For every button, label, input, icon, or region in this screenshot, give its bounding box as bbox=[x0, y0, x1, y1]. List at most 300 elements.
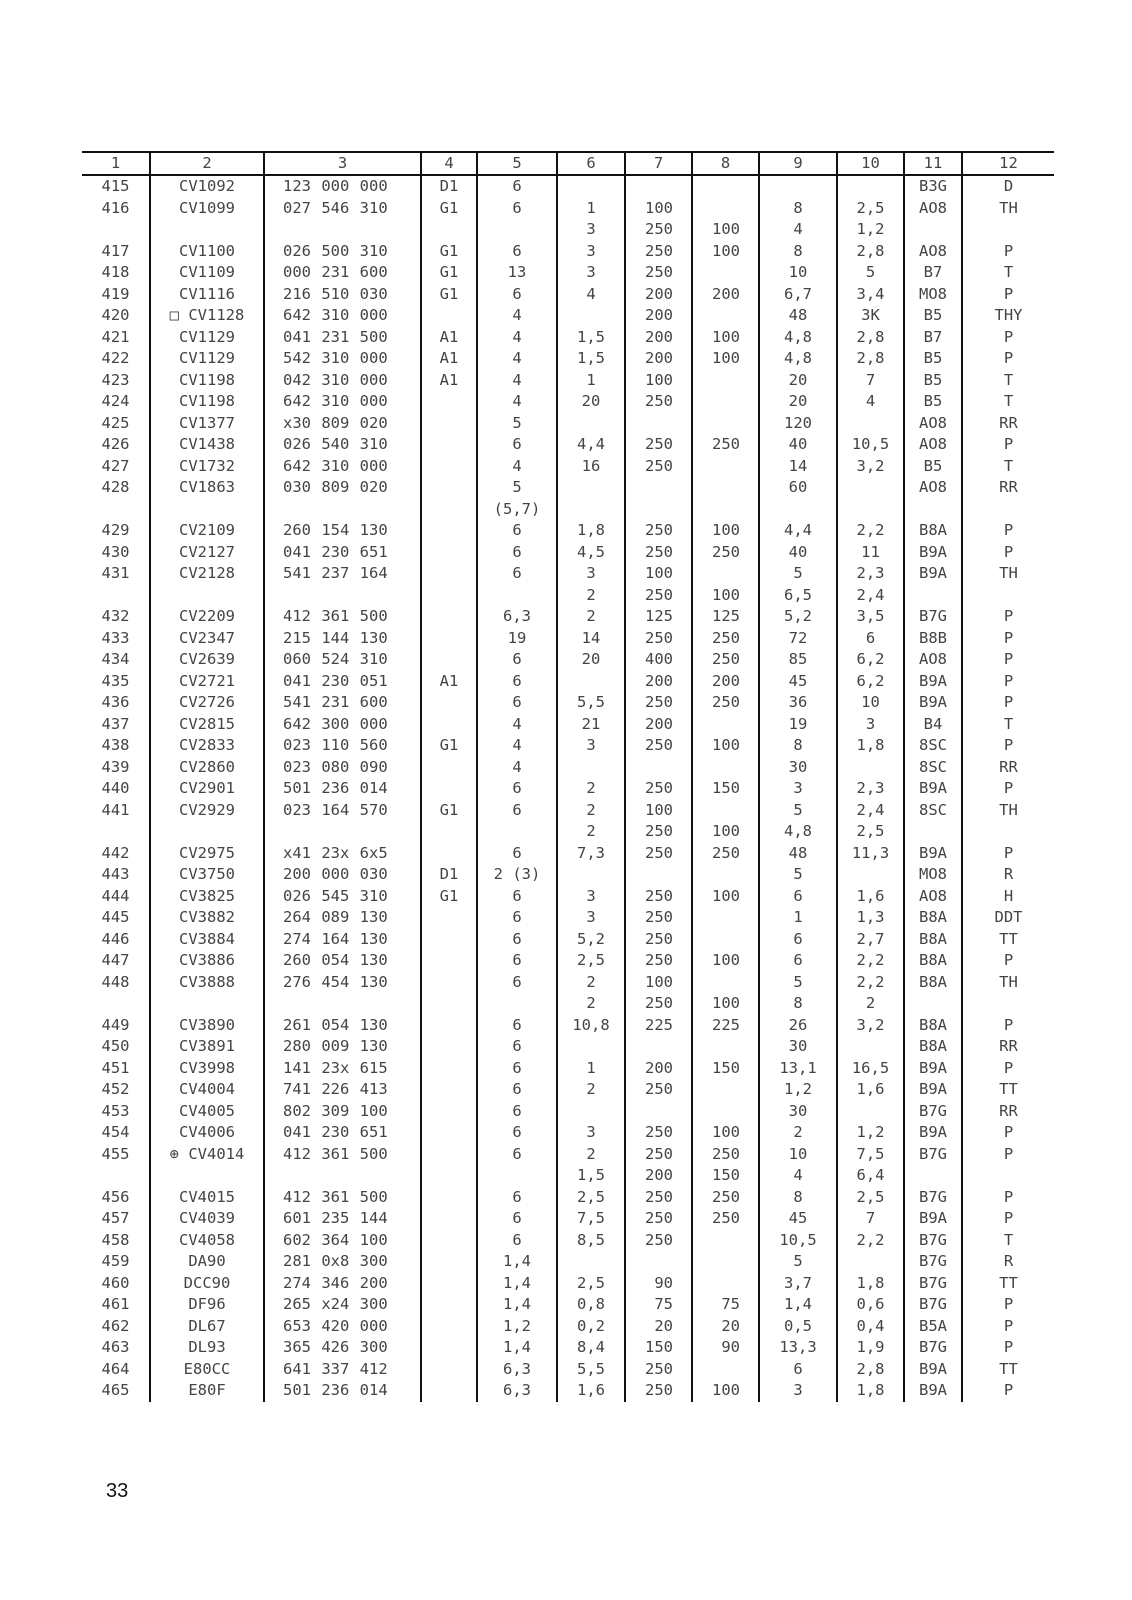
table-cell-col-2 bbox=[150, 1165, 264, 1187]
table-cell-col-9: 10 bbox=[759, 1144, 837, 1166]
table-cell-col-8: 250 bbox=[692, 542, 759, 564]
table-cell-col-10: 0,4 bbox=[837, 1316, 904, 1338]
table-cell-col-2 bbox=[150, 499, 264, 521]
table-cell-col-10 bbox=[837, 175, 904, 198]
table-cell-col-1: 451 bbox=[101, 1058, 130, 1077]
table-row bbox=[82, 800, 1054, 822]
table-cell-col-12: T bbox=[962, 262, 1054, 284]
table-cell-col-11: AO8 bbox=[904, 477, 962, 499]
table-cell-col-12: P bbox=[962, 348, 1054, 370]
table-cell-col-12: P bbox=[962, 735, 1054, 757]
table-cell-col-9: 30 bbox=[759, 1036, 837, 1058]
table-cell-col-5: 6 bbox=[477, 671, 557, 693]
table-cell-col-5: 6 bbox=[477, 1058, 557, 1080]
table-cell-col-11: B8A bbox=[904, 1015, 962, 1037]
table-cell-col-11: B8A bbox=[904, 929, 962, 951]
table-cell-col-2: CV4006 bbox=[150, 1122, 264, 1144]
table-cell-col-10: 2,2 bbox=[837, 972, 904, 994]
table-cell-col-12: P bbox=[962, 778, 1054, 800]
table-cell-col-2: CV1732 bbox=[150, 456, 264, 478]
table-cell-col-12: P bbox=[962, 692, 1054, 714]
table-cell-col-5: 6,3 bbox=[477, 1380, 557, 1402]
table-cell-col-11 bbox=[904, 219, 962, 241]
table-row bbox=[82, 864, 1054, 886]
table-cell-col-6: 20 bbox=[557, 649, 625, 671]
table-cell-col-2: CV2815 bbox=[150, 714, 264, 736]
table-cell-col-2: CV2209 bbox=[150, 606, 264, 628]
table-cell-col-8 bbox=[692, 262, 759, 284]
table-cell-col-10: 2,4 bbox=[837, 800, 904, 822]
table-cell-col-10: 1,6 bbox=[837, 1079, 904, 1101]
table-cell-col-4 bbox=[421, 950, 477, 972]
table-cell-col-5: 6 bbox=[477, 886, 557, 908]
table-cell-col-4 bbox=[421, 929, 477, 951]
table-cell-col-3 bbox=[264, 821, 421, 843]
table-cell-col-5 bbox=[477, 585, 557, 607]
table-cell-col-6: 1,5 bbox=[557, 327, 625, 349]
table-cell-col-10: 1,2 bbox=[837, 1122, 904, 1144]
table-cell-col-9: 1 bbox=[759, 907, 837, 929]
table-cell-col-10 bbox=[837, 757, 904, 779]
table-cell-col-2: CV3825 bbox=[150, 886, 264, 908]
table-cell-col-3: 041 230 051 bbox=[264, 671, 421, 693]
table-cell-col-6: 5,2 bbox=[557, 929, 625, 951]
table-cell-col-3: 501 236 014 bbox=[264, 1380, 421, 1402]
table-cell-col-3: 541 231 600 bbox=[264, 692, 421, 714]
table-cell-col-8: 100 bbox=[692, 886, 759, 908]
table-row bbox=[82, 950, 1054, 972]
table-cell-col-7 bbox=[625, 499, 692, 521]
table-row bbox=[82, 1165, 1054, 1187]
table-cell-col-7: 100 bbox=[625, 198, 692, 220]
table-cell-col-12: TH bbox=[962, 800, 1054, 822]
table-cell-col-9: 3 bbox=[759, 778, 837, 800]
table-cell-col-12: RR bbox=[962, 1036, 1054, 1058]
table-cell-col-1: 436 bbox=[101, 693, 130, 711]
table-cell-col-8 bbox=[692, 477, 759, 499]
table-cell-col-5: 6,3 bbox=[477, 1359, 557, 1381]
table-cell-col-8 bbox=[692, 757, 759, 779]
table-cell-col-12: P bbox=[962, 327, 1054, 349]
table-cell-col-6 bbox=[557, 305, 625, 327]
table-cell-col-11: B5 bbox=[904, 456, 962, 478]
table-row bbox=[82, 1208, 1054, 1230]
table-cell-col-9: 19 bbox=[759, 714, 837, 736]
table-cell-col-1: 462 bbox=[101, 1316, 130, 1335]
table-cell-col-11: B7G bbox=[904, 1101, 962, 1123]
table-cell-col-5: 6 bbox=[477, 1101, 557, 1123]
table-cell-col-11: B3G bbox=[904, 175, 962, 198]
table-cell-col-6: 3 bbox=[557, 907, 625, 929]
table-cell-col-10: 10 bbox=[837, 692, 904, 714]
table-cell-col-1: 449 bbox=[101, 1015, 130, 1034]
table-cell-col-3: 274 346 200 bbox=[264, 1273, 421, 1295]
table-cell-col-6: 4,4 bbox=[557, 434, 625, 456]
table-cell-col-6: 2 bbox=[557, 800, 625, 822]
table-cell-col-9: 26 bbox=[759, 1015, 837, 1037]
table-cell-col-4 bbox=[421, 1079, 477, 1101]
table-cell-col-3: 264 089 130 bbox=[264, 907, 421, 929]
table-cell-col-4 bbox=[421, 1316, 477, 1338]
table-cell-col-6: 3 bbox=[557, 563, 625, 585]
table-row bbox=[82, 175, 1054, 198]
table-cell-col-5: 6 bbox=[477, 778, 557, 800]
table-cell-col-11: B8A bbox=[904, 520, 962, 542]
table-cell-col-3: 030 809 020 bbox=[264, 477, 421, 499]
table-cell-col-10: 3,2 bbox=[837, 1015, 904, 1037]
table-cell-col-7: 200 bbox=[625, 348, 692, 370]
table-row bbox=[82, 585, 1054, 607]
table-cell-col-8 bbox=[692, 563, 759, 585]
table-cell-col-8: 100 bbox=[692, 327, 759, 349]
table-cell-col-7: 20 bbox=[625, 1316, 692, 1338]
table-cell-col-4 bbox=[421, 1165, 477, 1187]
table-cell-col-6: 14 bbox=[557, 628, 625, 650]
table-cell-col-1: 448 bbox=[101, 972, 130, 991]
table-cell-col-5: 6 bbox=[477, 1208, 557, 1230]
table-cell-col-9: 48 bbox=[759, 843, 837, 865]
table-cell-col-6 bbox=[557, 499, 625, 521]
table-row bbox=[82, 1058, 1054, 1080]
table-cell-col-1: 433 bbox=[101, 628, 130, 647]
table-cell-col-7: 250 bbox=[625, 1122, 692, 1144]
table-cell-col-9: 5 bbox=[759, 864, 837, 886]
table-cell-col-4 bbox=[421, 1036, 477, 1058]
table-cell-col-9: 0,5 bbox=[759, 1316, 837, 1338]
table-cell-col-5: 4 bbox=[477, 391, 557, 413]
table-cell-col-4 bbox=[421, 1359, 477, 1381]
table-cell-col-10: 2,2 bbox=[837, 950, 904, 972]
table-cell-col-11: B5 bbox=[904, 370, 962, 392]
table-cell-col-10: 0,6 bbox=[837, 1294, 904, 1316]
table-cell-col-4 bbox=[421, 778, 477, 800]
table-cell-col-8 bbox=[692, 370, 759, 392]
table-cell-col-11: AO8 bbox=[904, 241, 962, 263]
table-cell-col-5: 6 bbox=[477, 434, 557, 456]
table-cell-col-7: 200 bbox=[625, 305, 692, 327]
table-cell-col-6: 3 bbox=[557, 886, 625, 908]
table-cell-col-8: 100 bbox=[692, 1122, 759, 1144]
table-cell-col-4 bbox=[421, 907, 477, 929]
table-cell-col-11: B5 bbox=[904, 391, 962, 413]
table-cell-col-11: MO8 bbox=[904, 284, 962, 306]
table-cell-col-8: 75 bbox=[692, 1294, 759, 1316]
table-cell-col-11: B7G bbox=[904, 1273, 962, 1295]
table-cell-col-10: 2,5 bbox=[837, 821, 904, 843]
table-cell-col-12 bbox=[962, 993, 1054, 1015]
table-cell-col-9: 10,5 bbox=[759, 1230, 837, 1252]
table-cell-col-8: 20 bbox=[692, 1316, 759, 1338]
table-cell-col-4: D1 bbox=[421, 175, 477, 198]
table-cell-col-10: 1,6 bbox=[837, 886, 904, 908]
table-cell-col-11: B7 bbox=[904, 327, 962, 349]
table-cell-col-7: 75 bbox=[625, 1294, 692, 1316]
column-header-9: 9 bbox=[759, 152, 837, 175]
table-cell-col-4 bbox=[421, 692, 477, 714]
table-cell-col-9: 45 bbox=[759, 1208, 837, 1230]
table-cell-col-5: (5,7) bbox=[477, 499, 557, 521]
table-cell-col-6: 2 bbox=[557, 1079, 625, 1101]
table-cell-col-8 bbox=[692, 499, 759, 521]
table-cell-col-4 bbox=[421, 972, 477, 994]
table-cell-col-7: 250 bbox=[625, 520, 692, 542]
table-cell-col-6 bbox=[557, 757, 625, 779]
table-cell-col-6: 1 bbox=[557, 370, 625, 392]
table-cell-col-12: T bbox=[962, 370, 1054, 392]
table-cell-col-3: 601 235 144 bbox=[264, 1208, 421, 1230]
table-cell-col-2: CV3891 bbox=[150, 1036, 264, 1058]
table-cell-col-11: B5 bbox=[904, 348, 962, 370]
table-cell-col-3: 041 230 651 bbox=[264, 1122, 421, 1144]
table-cell-col-4 bbox=[421, 993, 477, 1015]
table-cell-col-4: A1 bbox=[421, 671, 477, 693]
table-cell-col-7 bbox=[625, 1036, 692, 1058]
table-cell-col-12: P bbox=[962, 671, 1054, 693]
table-cell-col-8: 100 bbox=[692, 950, 759, 972]
table-cell-col-12: P bbox=[962, 1058, 1054, 1080]
table-cell-col-10: 2,2 bbox=[837, 1230, 904, 1252]
table-cell-col-7: 250 bbox=[625, 778, 692, 800]
table-cell-col-6: 8,4 bbox=[557, 1337, 625, 1359]
table-cell-col-10 bbox=[837, 477, 904, 499]
table-cell-col-11: B9A bbox=[904, 1122, 962, 1144]
table-cell-col-1: 417 bbox=[101, 241, 130, 260]
table-cell-col-12: P bbox=[962, 1144, 1054, 1166]
table-cell-col-10: 3,2 bbox=[837, 456, 904, 478]
table-cell-col-5: 6 bbox=[477, 1122, 557, 1144]
table-cell-col-4 bbox=[421, 1337, 477, 1359]
table-cell-col-4 bbox=[421, 477, 477, 499]
table-cell-col-8 bbox=[692, 413, 759, 435]
table-cell-col-7: 225 bbox=[625, 1015, 692, 1037]
table-row bbox=[82, 886, 1054, 908]
table-cell-col-10: 1,8 bbox=[837, 735, 904, 757]
table-cell-col-7: 150 bbox=[625, 1337, 692, 1359]
table-cell-col-1: 435 bbox=[101, 671, 130, 690]
table-cell-col-7: 250 bbox=[625, 929, 692, 951]
table-cell-col-2: CV1109 bbox=[150, 262, 264, 284]
table-cell-col-10: 3 bbox=[837, 714, 904, 736]
table-cell-col-8: 100 bbox=[692, 993, 759, 1015]
table-cell-col-2: CV2128 bbox=[150, 563, 264, 585]
header-row bbox=[82, 152, 1054, 175]
table-cell-col-7: 90 bbox=[625, 1273, 692, 1295]
table-cell-col-3: 060 524 310 bbox=[264, 649, 421, 671]
table-cell-col-9: 5 bbox=[759, 1251, 837, 1273]
table-cell-col-7 bbox=[625, 864, 692, 886]
table-cell-col-5: 6 bbox=[477, 284, 557, 306]
table-cell-col-7: 200 bbox=[625, 714, 692, 736]
table-cell-col-12: RR bbox=[962, 757, 1054, 779]
table-cell-col-8 bbox=[692, 305, 759, 327]
table-cell-col-11: AO8 bbox=[904, 649, 962, 671]
table-cell-col-11: B9A bbox=[904, 542, 962, 564]
table-cell-col-10: 1,3 bbox=[837, 907, 904, 929]
column-header-3: 3 bbox=[264, 152, 421, 175]
table-cell-col-7: 250 bbox=[625, 692, 692, 714]
table-cell-col-12 bbox=[962, 821, 1054, 843]
table-cell-col-1: 434 bbox=[101, 650, 130, 668]
table-cell-col-4: G1 bbox=[421, 800, 477, 822]
table-cell-col-7: 200 bbox=[625, 1058, 692, 1080]
table-cell-col-8 bbox=[692, 972, 759, 994]
table-cell-col-4 bbox=[421, 1230, 477, 1252]
table-cell-col-8 bbox=[692, 391, 759, 413]
table-cell-col-3: 412 361 500 bbox=[264, 1144, 421, 1166]
table-cell-col-7 bbox=[625, 477, 692, 499]
table-cell-col-1 bbox=[82, 219, 150, 241]
table-cell-col-5: 5 bbox=[477, 413, 557, 435]
table-cell-col-6 bbox=[557, 1251, 625, 1273]
table-row bbox=[82, 241, 1054, 263]
table-cell-col-2: CV4005 bbox=[150, 1101, 264, 1123]
table-cell-col-1: 427 bbox=[101, 456, 130, 475]
table-cell-col-1: 455 bbox=[101, 1144, 130, 1163]
table-cell-col-5: 6 bbox=[477, 1015, 557, 1037]
table-cell-col-8: 100 bbox=[692, 735, 759, 757]
table-cell-col-4 bbox=[421, 1058, 477, 1080]
table-cell-col-2: CV1198 bbox=[150, 370, 264, 392]
table-cell-col-5: 13 bbox=[477, 262, 557, 284]
table-cell-col-1: 446 bbox=[101, 929, 130, 948]
table-cell-col-7: 250 bbox=[625, 585, 692, 607]
table-cell-col-11: B8A bbox=[904, 907, 962, 929]
table-cell-col-6: 16 bbox=[557, 456, 625, 478]
table-cell-col-4: G1 bbox=[421, 262, 477, 284]
table-cell-col-5: 4 bbox=[477, 348, 557, 370]
table-cell-col-3: 642 310 000 bbox=[264, 391, 421, 413]
column-header-8: 8 bbox=[692, 152, 759, 175]
table-cell-col-12: T bbox=[962, 1230, 1054, 1252]
table-cell-col-8 bbox=[692, 907, 759, 929]
table-cell-col-10: 2,5 bbox=[837, 198, 904, 220]
table-cell-col-6: 3 bbox=[557, 219, 625, 241]
table-cell-col-12: P bbox=[962, 1208, 1054, 1230]
table-cell-col-1: 438 bbox=[101, 736, 130, 754]
table-cell-col-12: RR bbox=[962, 477, 1054, 499]
table-cell-col-11: B9A bbox=[904, 1380, 962, 1402]
table-cell-col-7: 200 bbox=[625, 284, 692, 306]
table-cell-col-1: 439 bbox=[101, 757, 130, 776]
table-cell-col-6: 3 bbox=[557, 735, 625, 757]
table-cell-col-11: B7G bbox=[904, 1144, 962, 1166]
table-cell-col-10: 2,7 bbox=[837, 929, 904, 951]
table-cell-col-5: 4 bbox=[477, 757, 557, 779]
table-cell-col-2: CV2726 bbox=[150, 692, 264, 714]
table-cell-col-11: AO8 bbox=[904, 434, 962, 456]
table-cell-col-9: 40 bbox=[759, 434, 837, 456]
table-cell-col-12: TH bbox=[962, 563, 1054, 585]
table-cell-col-8: 200 bbox=[692, 671, 759, 693]
table-cell-col-11: B9A bbox=[904, 843, 962, 865]
table-cell-col-12: P bbox=[962, 1122, 1054, 1144]
table-cell-col-10 bbox=[837, 413, 904, 435]
table-cell-col-1: 437 bbox=[101, 714, 130, 733]
table-cell-col-4 bbox=[421, 520, 477, 542]
table-cell-col-1: 465 bbox=[101, 1381, 130, 1399]
table-cell-col-11: 8SC bbox=[904, 735, 962, 757]
table-cell-col-4 bbox=[421, 649, 477, 671]
table-cell-col-8 bbox=[692, 800, 759, 822]
table-cell-col-8 bbox=[692, 864, 759, 886]
table-cell-col-10 bbox=[837, 1101, 904, 1123]
table-cell-col-1: 459 bbox=[101, 1252, 130, 1270]
table-cell-col-2: E80F bbox=[150, 1380, 264, 1402]
table-row bbox=[82, 499, 1054, 521]
table-cell-col-2: CV3888 bbox=[150, 972, 264, 994]
table-cell-col-1: 423 bbox=[101, 370, 130, 389]
table-cell-col-12: R bbox=[962, 1251, 1054, 1273]
table-cell-col-8 bbox=[692, 1251, 759, 1273]
table-cell-col-9: 8 bbox=[759, 735, 837, 757]
table-cell-col-9: 48 bbox=[759, 305, 837, 327]
table-cell-col-12: P bbox=[962, 950, 1054, 972]
table-cell-col-9: 6,5 bbox=[759, 585, 837, 607]
table-cell-col-10: 2,8 bbox=[837, 1359, 904, 1381]
table-cell-col-5: 4 bbox=[477, 456, 557, 478]
table-cell-col-3: 281 0x8 300 bbox=[264, 1251, 421, 1273]
table-cell-col-11: B9A bbox=[904, 1208, 962, 1230]
table-cell-col-9: 14 bbox=[759, 456, 837, 478]
table-cell-col-7: 250 bbox=[625, 886, 692, 908]
table-cell-col-9: 4,8 bbox=[759, 348, 837, 370]
table-cell-col-7: 250 bbox=[625, 1359, 692, 1381]
table-cell-col-10: 2,8 bbox=[837, 241, 904, 263]
table-row bbox=[82, 606, 1054, 628]
table-cell-col-12: P bbox=[962, 1015, 1054, 1037]
table-cell-col-2: CV4004 bbox=[150, 1079, 264, 1101]
table-cell-col-3 bbox=[264, 219, 421, 241]
table-cell-col-6: 2 bbox=[557, 972, 625, 994]
table-cell-col-4 bbox=[421, 1294, 477, 1316]
table-cell-col-11: B9A bbox=[904, 1359, 962, 1381]
table-row bbox=[82, 671, 1054, 693]
table-cell-col-11 bbox=[904, 1165, 962, 1187]
table-cell-col-6: 3 bbox=[557, 241, 625, 263]
table-cell-col-7: 250 bbox=[625, 907, 692, 929]
table-cell-col-5 bbox=[477, 219, 557, 241]
table-cell-col-5: 4 bbox=[477, 370, 557, 392]
table-cell-col-1: 428 bbox=[101, 478, 130, 496]
table-cell-col-2: CV1863 bbox=[150, 477, 264, 499]
table-cell-col-2: CV3882 bbox=[150, 907, 264, 929]
table-cell-col-12: P bbox=[962, 1187, 1054, 1209]
table-cell-col-4 bbox=[421, 1380, 477, 1402]
table-cell-col-3: 026 500 310 bbox=[264, 241, 421, 263]
table-cell-col-9: 13,3 bbox=[759, 1337, 837, 1359]
table-cell-col-10: 6,4 bbox=[837, 1165, 904, 1187]
table-cell-col-11: B7G bbox=[904, 1294, 962, 1316]
table-cell-col-4: A1 bbox=[421, 370, 477, 392]
table-cell-col-6: 7,5 bbox=[557, 1208, 625, 1230]
table-cell-col-3: 026 540 310 bbox=[264, 434, 421, 456]
table-cell-col-12: H bbox=[962, 886, 1054, 908]
table-cell-col-3: x30 809 020 bbox=[264, 413, 421, 435]
table-cell-col-5: 1,4 bbox=[477, 1251, 557, 1273]
table-cell-col-2: DA90 bbox=[150, 1251, 264, 1273]
table-cell-col-8: 100 bbox=[692, 348, 759, 370]
table-cell-col-3: 215 144 130 bbox=[264, 628, 421, 650]
table-cell-col-5: 4 bbox=[477, 327, 557, 349]
table-cell-col-9 bbox=[759, 175, 837, 198]
column-header-11: 11 bbox=[904, 152, 962, 175]
table-cell-col-1: 430 bbox=[101, 542, 130, 561]
table-cell-col-9: 20 bbox=[759, 391, 837, 413]
table-cell-col-12: P bbox=[962, 241, 1054, 263]
table-cell-col-3: 026 545 310 bbox=[264, 886, 421, 908]
table-cell-col-11: B4 bbox=[904, 714, 962, 736]
table-cell-col-8 bbox=[692, 456, 759, 478]
